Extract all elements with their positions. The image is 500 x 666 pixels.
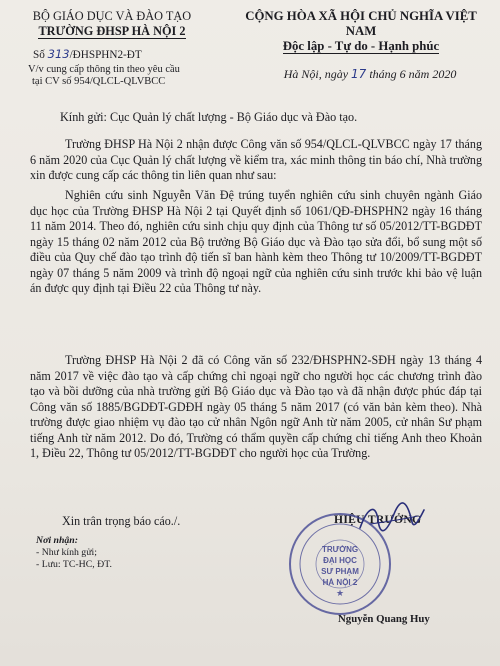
paragraph-3: Trường ĐHSP Hà Nội 2 đã có Công văn số 232/ĐHSPHN2-SĐH ngày 13 tháng 4 năm 2017 về việc đào tạo và cấp chứng chỉ ngoại ngữ cho người học các chương trình đào tạo và bồi dưỡng của nhà trường gửi Bộ Giáo dục và Đào tạo và đã nhận được phúc đáp tại Công văn số 1885/BGDĐT-GDĐH ngày 05 tháng 5 năm 2017 (có văn bản kèm theo). Nhà trường được giao nhiệm vụ đào tạo cử nhân Ngôn ngữ Anh từ năm 2005, cử nhân Sư phạm tiếng Anh từ năm 2012. Do đó, Trường có thẩm quyền cấp chứng chỉ tiếng Anh theo Khoản 1, Điều 22, Thông tư 05/2012/TT-BGDĐT cho người học của Trường.: [30, 353, 482, 460]
stamp-text-2: ĐẠI HỌC: [323, 556, 357, 565]
recipients-block: Nơi nhận: - Như kính gửi; - Lưu: TC-HC, ĐT.: [36, 535, 112, 570]
stamp-text-1: TRƯỜNG: [321, 545, 359, 554]
national-motto: Độc lập - Tự do - Hạnh phúc: [282, 39, 440, 53]
header-left: [6, 9, 218, 39]
stamp-text-3: SƯ PHẠM: [321, 567, 359, 576]
handwritten-number: 313: [47, 47, 70, 61]
ministry-name: BỘ GIÁO DỤC VÀ ĐÀO TẠO: [32, 9, 192, 23]
document-date: Hà Nội, ngày 17 tháng 6 năm 2020: [283, 67, 457, 81]
paragraph-2: Nghiên cứu sinh Nguyễn Văn Đệ trúng tuyển nghiên cứu sinh chuyên ngành Giáo dục học của Trường ĐHSP Hà Nội 2 tại Quyết định số 1061/QĐ-ĐHSPHN2 ngày 16 tháng 11 năm 2014. Theo đó, nghiên cứu sinh chịu quy định của Thông tư số 05/2012/TT-BGDĐT ngày 15 tháng 02 năm 2012 của Bộ trưởng Bộ Giáo dục và Đào tạo sửa đổi, bổ sung một số điều của Quy chế đào tạo trình độ tiến sĩ ban hành kèm theo Thông tư 10/2009/TT-BGDĐT ngày 07 tháng 5 năm 2009 và trình độ ngoại ngữ của nghiên cứu sinh trước khi bảo vệ luận án được quy định tại Điều 22 của Thông tư này.: [30, 188, 482, 295]
school-name: TRƯỜNG ĐHSP HÀ NỘI 2: [38, 24, 186, 38]
recipient-line: Kính gửi: Cục Quản lý chất lượng - Bộ Giáo dục và Đào tạo.: [60, 110, 358, 124]
handwritten-signature: [356, 500, 426, 536]
signer-name: Nguyễn Quang Huy: [338, 613, 430, 625]
header-right: [230, 9, 492, 54]
svg-text:★: ★: [335, 588, 345, 598]
signer-title: HIỆU TRƯỞNG: [334, 513, 422, 526]
paragraph-1: Trường ĐHSP Hà Nội 2 nhận được Công văn số 954/QLCL-QLVBCC ngày 17 tháng 6 năm 2020 của Cục Quản lý chất lượng về kiểm tra, xác minh thông tin báo chí, Nhà trường xin được cung cấp các thông tin liên quan như sau:: [30, 137, 482, 182]
stamp-text-4: HÀ NỘI 2: [322, 578, 358, 587]
handwritten-day: 17: [351, 67, 367, 81]
closing-line: Xin trân trọng báo cáo./.: [62, 514, 181, 528]
subject-line: V/v cung cấp thông tin theo yêu cầu tại CV số 954/QLCL-QLVBCC: [28, 64, 180, 87]
document-number: Số 313/ĐHSPHN2-ĐT: [33, 47, 142, 61]
nation-name: CỘNG HÒA XÃ HỘI CHỦ NGHĨA VIỆT NAM: [245, 9, 477, 38]
